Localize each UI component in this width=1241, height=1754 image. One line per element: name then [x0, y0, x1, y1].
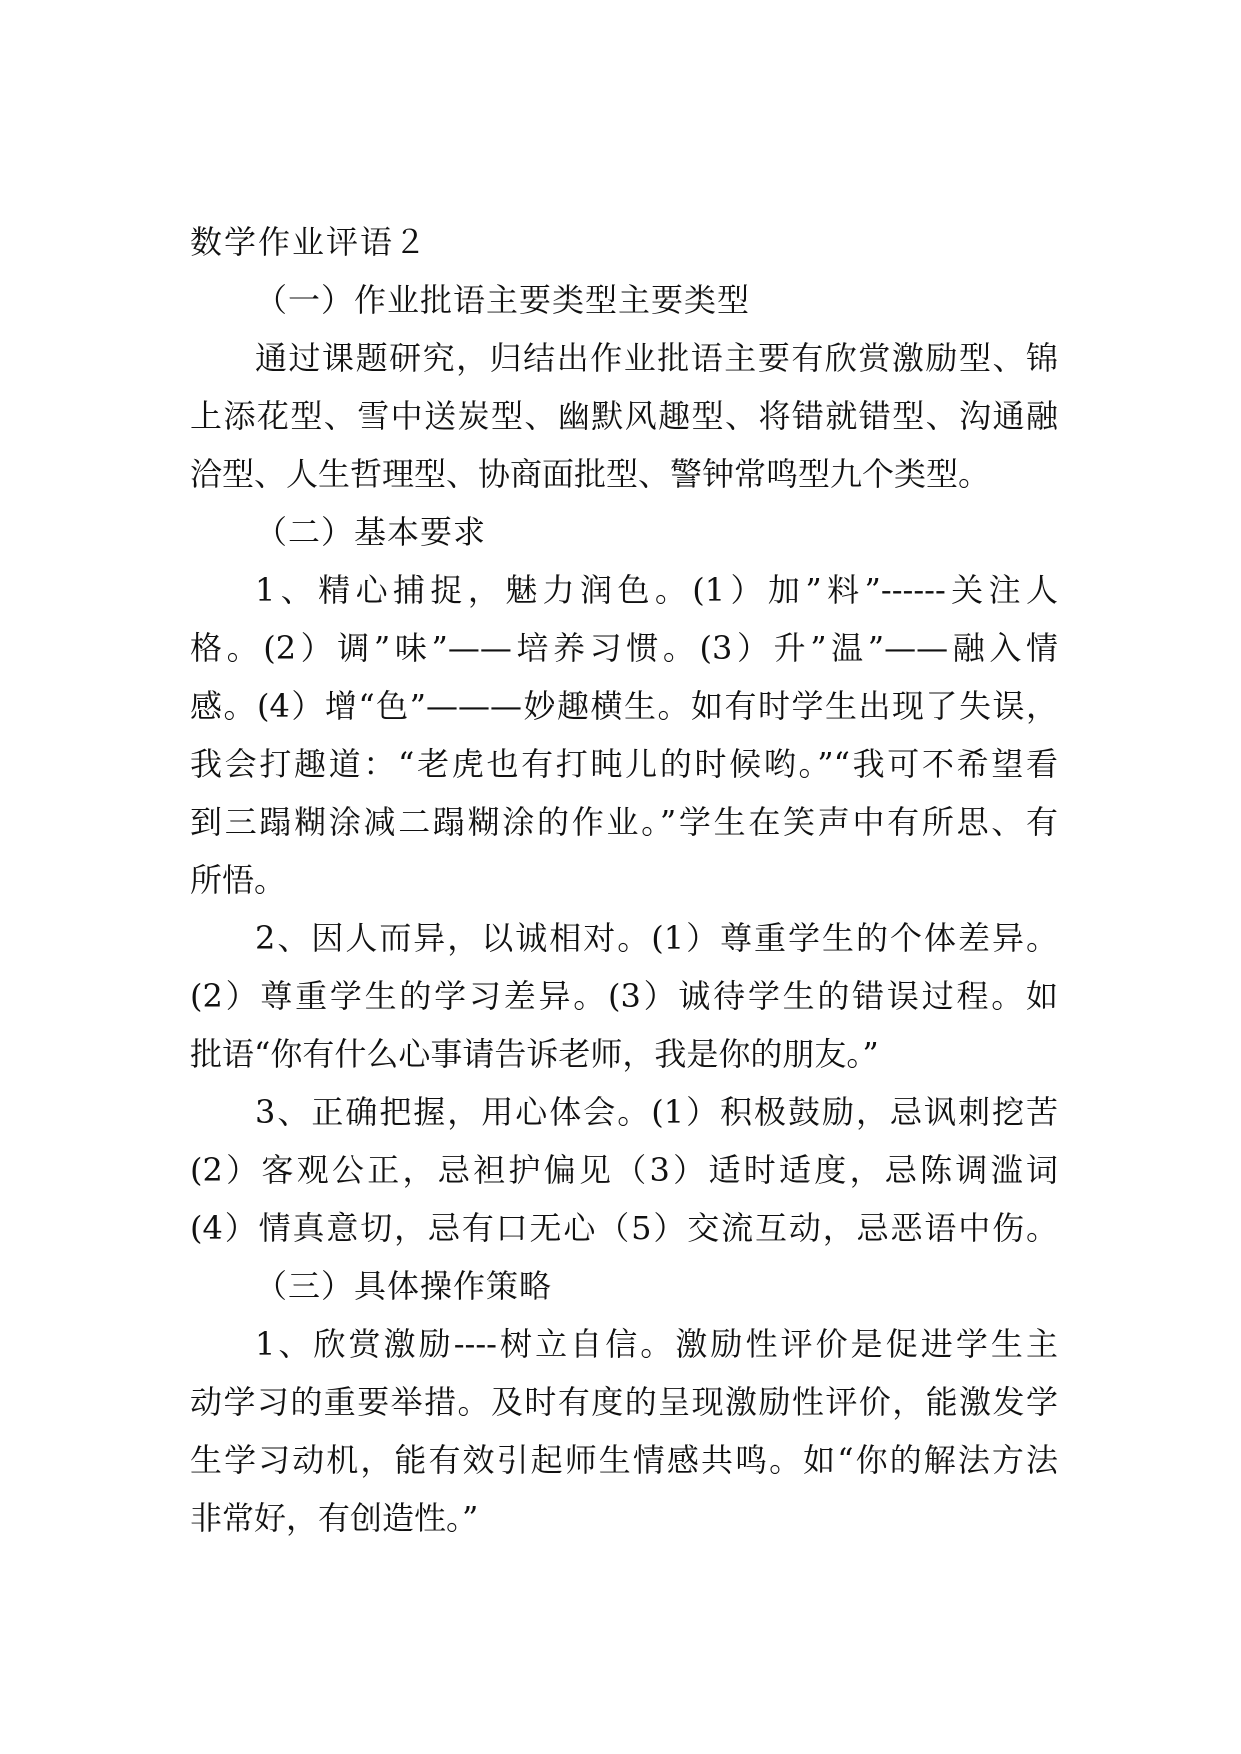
paragraph-line: 1、精心捕捉，魅力润色。(1）加”料”------关注人: [255, 571, 1058, 609]
paragraph-line: 3、正确把握，用心体会。(1）积极鼓励，忌讽刺挖苦: [255, 1093, 1058, 1131]
section-heading-3: （三）具体操作策略: [255, 1267, 553, 1305]
paragraph-line: 批语“你有什么心事请告诉老师，我是你的朋友。”: [190, 1035, 879, 1073]
paragraph-line: 非常好，有创造性。”: [190, 1499, 479, 1537]
paragraph-line: 通过课题研究，归结出作业批语主要有欣赏激励型、锦: [255, 339, 1058, 377]
paragraph-line: (2）尊重学生的学习差异。(3）诚待学生的错误过程。如: [190, 977, 1058, 1015]
paragraph-line: 2、因人而异，以诚相对。(1）尊重学生的个体差异。: [255, 919, 1058, 957]
paragraph-line: 生学习动机，能有效引起师生情感共鸣。如“你的解法方法: [190, 1441, 1058, 1479]
paragraph-line: 感。(4）增“色”———妙趣横生。如有时学生出现了失误，: [190, 687, 1058, 725]
paragraph-line: 到三蹋糊涂减二蹋糊涂的作业。”学生在笑声中有所思、有: [190, 803, 1058, 841]
paragraph-line: 洽型、人生哲理型、协商面批型、警钟常鸣型九个类型。: [190, 455, 991, 493]
paragraph-line: 动学习的重要举措。及时有度的呈现激励性评价，能激发学: [190, 1383, 1058, 1421]
section-heading-2: （二）基本要求: [255, 513, 487, 551]
paragraph-line: 上添花型、雪中送炭型、幽默风趣型、将错就错型、沟通融: [190, 397, 1058, 435]
paragraph-line: 1、欣赏激励----树立自信。激励性评价是促进学生主: [255, 1325, 1058, 1363]
section-heading-1: （一）作业批语主要类型主要类型: [255, 281, 751, 319]
paragraph-line: (2）客观公正，忌袒护偏见（3）适时适度，忌陈调滥词: [190, 1151, 1058, 1189]
paragraph-line: 格。(2）调”味”——培养习惯。(3）升”温”——融入情: [190, 629, 1058, 667]
paragraph-line: 所悟。: [190, 861, 287, 899]
document-title: 数学作业评语２: [190, 223, 429, 261]
paragraph-line: 我会打趣道：“老虎也有打盹儿的时候哟。”“我可不希望看: [190, 745, 1058, 783]
paragraph-line: (4）情真意切，忌有口无心（5）交流互动，忌恶语中伤。: [190, 1209, 1058, 1247]
